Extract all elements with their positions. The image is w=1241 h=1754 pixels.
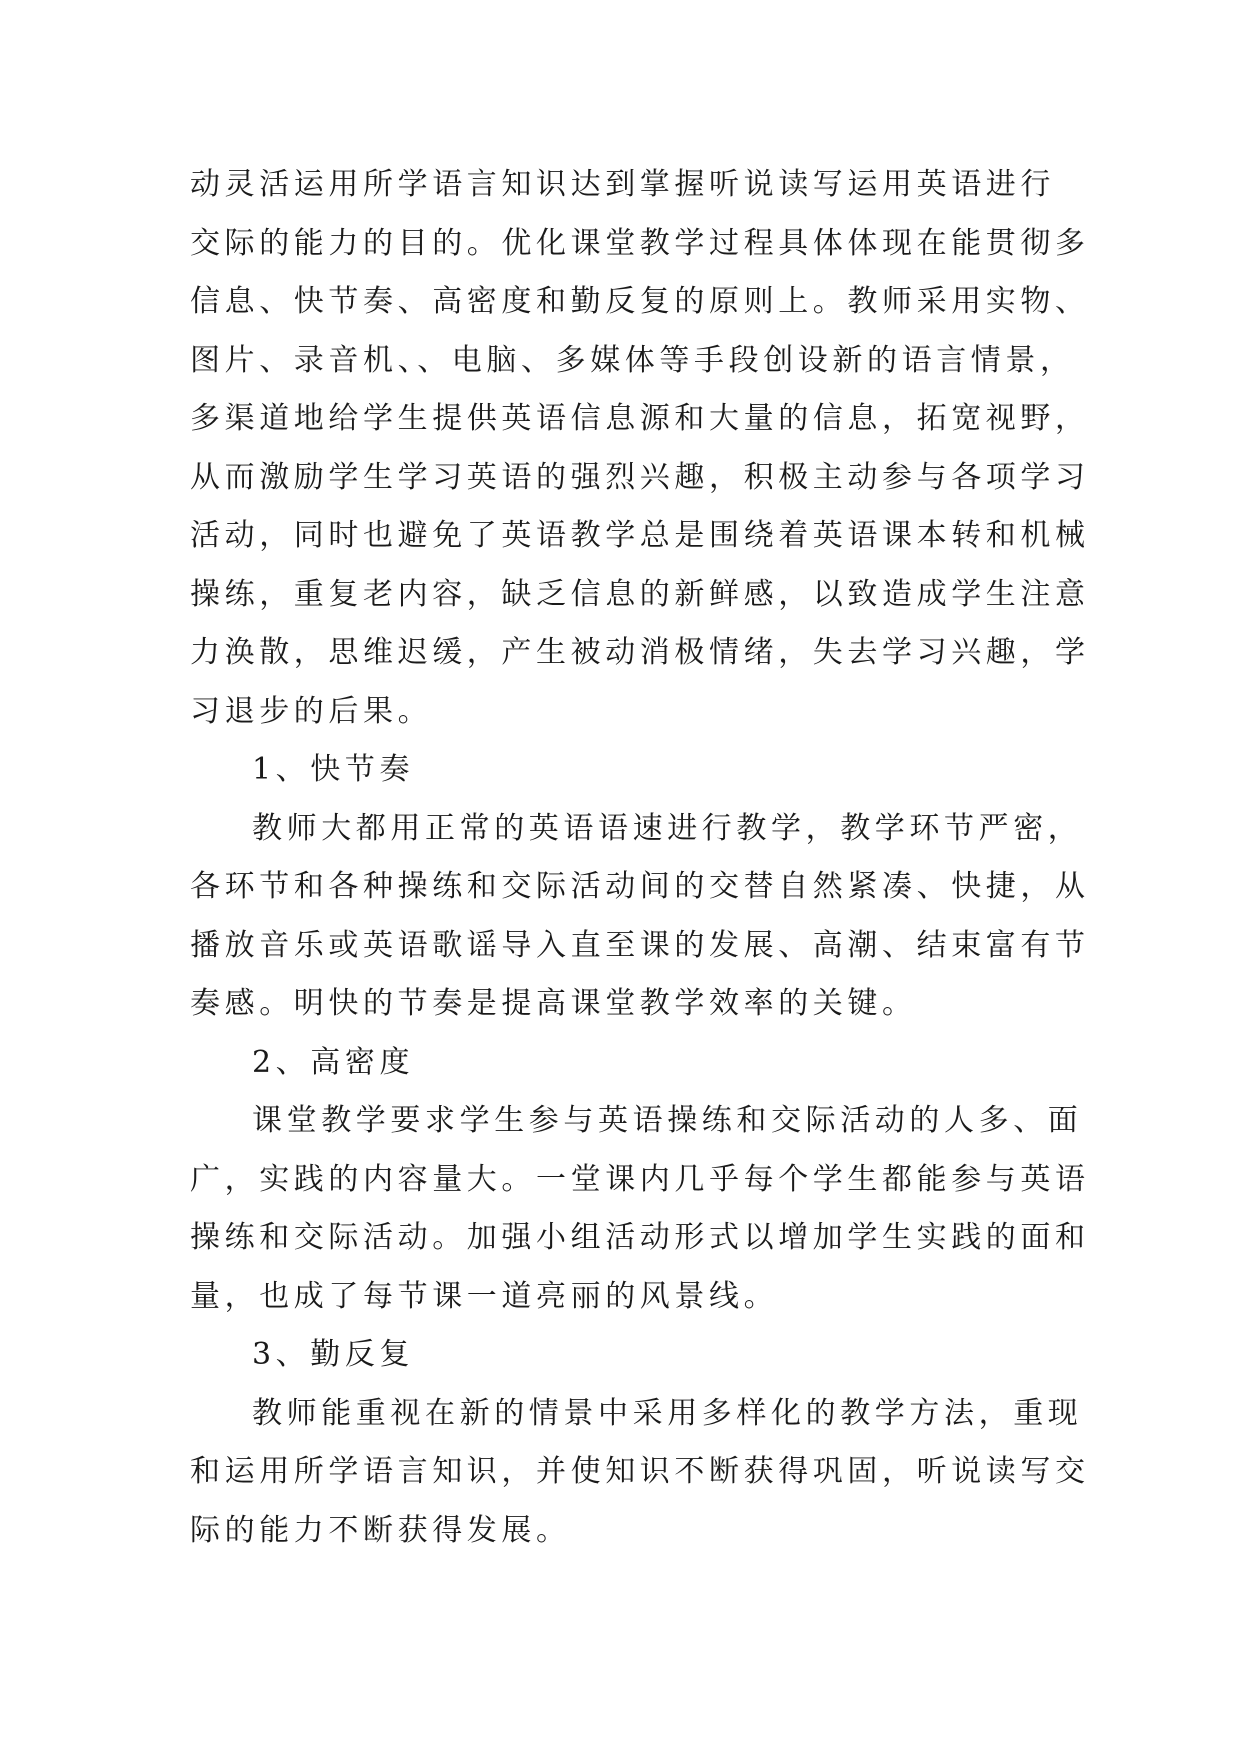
text-line: 活动，同时也避免了英语教学总是围绕着英语课本转和机械	[190, 518, 1090, 553]
text-line: 1、快节奏	[252, 752, 415, 787]
text-line: 奏感。明快的节奏是提高课堂教学效率的关键。	[190, 986, 917, 1021]
text-line: 动灵活运用所学语言知识达到掌握听说读写运用英语进行	[190, 167, 1055, 202]
text-line: 教师能重视在新的情景中采用多样化的教学方法，重现	[252, 1395, 1083, 1431]
text-line: 力涣散，思维迟缓，产生被动消极情绪，失去学习兴趣，学	[190, 635, 1090, 670]
text-line: 播放音乐或英语歌谣导入直至课的发展、高潮、结束富有节	[190, 927, 1090, 963]
text-line: 图片、录音机、、电脑、多媒体等手段创设新的语言情景，	[190, 342, 1075, 378]
text-line: 教师大都用正常的英语语速进行教学，教学环节严密，	[252, 810, 1083, 846]
text-line: 量，也成了每节课一道亮丽的风景线。	[190, 1278, 779, 1314]
text-line: 交际的能力的目的。优化课堂教学过程具体体现在能贯彻多	[190, 225, 1090, 261]
text-line: 操练，重复老内容，缺乏信息的新鲜感，以致造成学生注意	[190, 576, 1090, 612]
text-line: 和运用所学语言知识，并使知识不断获得巩固，听说读写交	[190, 1454, 1090, 1489]
text-line: 际的能力不断获得发展。	[190, 1512, 571, 1548]
text-line: 信息、快节奏、高密度和勤反复的原则上。教师采用实物、	[190, 284, 1090, 319]
body-text	[190, 156, 1090, 1560]
text-line: 各环节和各种操练和交际活动间的交替自然紧凑、快捷，从	[190, 869, 1090, 904]
text-line: 从而激励学生学习英语的强烈兴趣，积极主动参与各项学习	[190, 459, 1090, 495]
text-line: 习退步的后果。	[190, 693, 433, 729]
text-line: 多渠道地给学生提供英语信息源和大量的信息，拓宽视野，	[190, 401, 1090, 436]
text-line: 操练和交际活动。加强小组活动形式以增加学生实践的面和	[190, 1220, 1090, 1255]
text-line: 课堂教学要求学生参与英语操练和交际活动的人多、面	[252, 1103, 1083, 1138]
text-line: 2、高密度	[252, 1044, 415, 1080]
text-line: 广，实践的内容量大。一堂课内几乎每个学生都能参与英语	[190, 1161, 1090, 1197]
text-line: 3、勤反复	[252, 1337, 415, 1372]
